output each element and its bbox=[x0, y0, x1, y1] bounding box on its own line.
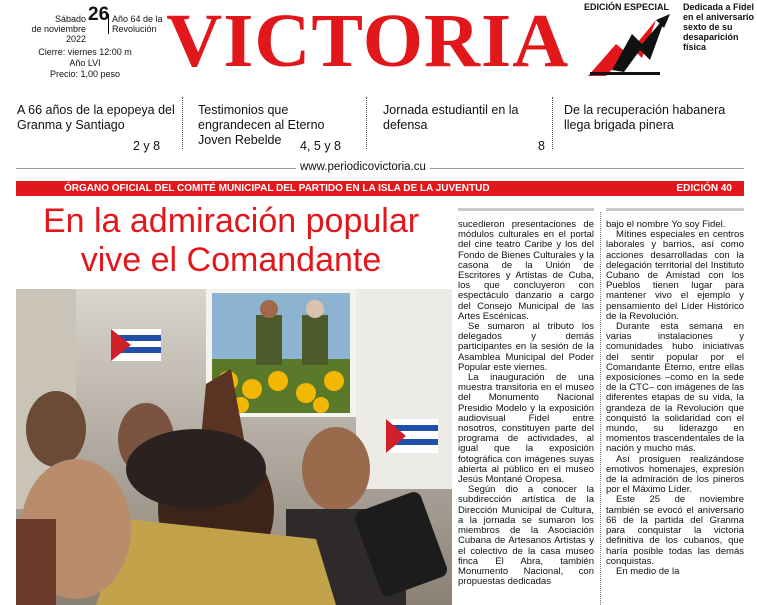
paragraph: La inauguración de una muestra transitoria en el museo del Monumento Nacional Presidio Modelo y la exposición audiovisual Fidel entre nosotros, constituyen parte del programa de actividades, al igual que la exposición fotográfica con imágenes suyas abierta al público en el museo Jesús Montané Oropesa. bbox=[458, 372, 594, 486]
special-edition-logo bbox=[586, 14, 671, 78]
website-link[interactable]: www.periodicovictoria.cu bbox=[296, 161, 430, 173]
teaser-granma[interactable] bbox=[17, 103, 187, 155]
cuban-flag bbox=[386, 419, 438, 453]
price: Precio: 1,00 peso bbox=[49, 69, 121, 79]
paragraph: Se sumaron al tributo los delegados y demás participantes en la sesión de la Asamblea Municipal del Poder Popular este viernes. bbox=[458, 321, 594, 373]
paragraph: sucedieron presentaciones de módulos culturales en el portal del cine teatro Caribe y los del Fondo de Bienes Culturales y la casona de la Unión de Escritores y Artistas de Cuba, los que concluyeron con espectáculo danzario a cargo del Consejo Municipal de las Artes Escénicas. bbox=[458, 219, 594, 322]
column-top-rule bbox=[606, 208, 744, 211]
month-year: de noviembre 2022 bbox=[31, 24, 86, 44]
teaser-pages: 8 bbox=[538, 139, 545, 153]
dedication-text: Dedicada a Fidel en el aniversario sexto de su desaparición física bbox=[683, 2, 755, 52]
organ-banner bbox=[16, 181, 744, 196]
teaser-jornada[interactable] bbox=[383, 103, 548, 155]
article-column-1 bbox=[458, 220, 594, 587]
issue-meta bbox=[30, 47, 140, 80]
divider bbox=[366, 97, 367, 149]
column-top-rule bbox=[458, 208, 594, 211]
paragraph: Durante esta semana en varias instalaciones y comunidades hubo iniciativas del sentir popular por el Comandante Eterno, entre ellas exposiciones –como en la sede de la CTC– con imágenes de las diferentes etapas de su vida, la grandeza de la Revolución que conquistó la solidaridad con el mundo, su liderazgo en momentos trascendentales de la nación y mucho más. bbox=[606, 321, 744, 455]
column-divider bbox=[600, 212, 601, 605]
banner-edition: EDICIÓN 40 bbox=[676, 183, 732, 194]
divider bbox=[552, 97, 553, 149]
teaser-text: Testimonios que engrandecen al Eterno Joven Rebelde bbox=[198, 103, 325, 147]
cuban-flag bbox=[111, 329, 161, 361]
paragraph: En medio de la bbox=[616, 565, 680, 577]
teaser-pages: 2 y 8 bbox=[133, 139, 161, 153]
banner-organ-text: ÓRGANO OFICIAL DEL COMITÉ MUNICIPAL DEL PARTIDO EN LA ISLA DE LA JUVENTUD bbox=[64, 183, 490, 194]
newspaper-title: VICTORIA bbox=[166, 0, 570, 83]
main-headline bbox=[16, 202, 446, 280]
paragraph: Según dio a conocer la subdirección artística de la Dirección Municipal de Cultura, a la jornada se sumaron los miembros de la Asociación Cubana de Artesanos Artistas y el colectivo de la casa museo finca El Abra, también Monumento Nacional, con propuestas dedicadas bbox=[458, 484, 594, 588]
closing-time: Cierre: viernes 12:00 m bbox=[38, 47, 132, 57]
teaser-pages: 4, 5 y 8 bbox=[300, 139, 341, 153]
teaser-testimonios[interactable] bbox=[198, 103, 348, 155]
day-of-week: Sábado bbox=[54, 14, 86, 24]
day-number: 26 bbox=[88, 4, 110, 25]
divider bbox=[182, 97, 183, 149]
special-edition-label: EDICIÓN ESPECIAL bbox=[584, 2, 670, 12]
headline-line-2: vive el Comandante bbox=[80, 241, 382, 279]
paragraph: Este 25 de noviembre también se evocó el aniversario 66 de la partida del Granma para conquistar la victoria definitiva de los cubanos, que haría posible todas las demás conquistas. bbox=[606, 494, 744, 567]
headline-line-1: En la admiración popular bbox=[42, 202, 420, 240]
teaser-text: De la recuperación habanera llega brigada pinera bbox=[564, 103, 726, 132]
teaser-text: Jornada estudiantil en la defensa bbox=[383, 103, 519, 132]
teaser-brigada[interactable] bbox=[564, 103, 749, 155]
crowd-photo bbox=[16, 289, 452, 605]
article-column-2 bbox=[606, 220, 744, 577]
paragraph: Mítines especiales en centros laborales y barrios, así como acciones desarrolladas con la delegación territorial del Instituto Cubano de Amistad con los Pueblos tienen lugar para mantener vivo el ejemplo y pensamiento del Líder Histórico de la Revolución. bbox=[606, 229, 744, 322]
issue-year: Año LVI bbox=[69, 58, 101, 68]
paragraph: Así prosiguen realizándose emotivos homenajes, expresión de la admiración de los pineros por el Máximo Líder. bbox=[606, 453, 744, 496]
year-label: Año 64 de la Revolución bbox=[108, 14, 172, 34]
teaser-text: A 66 años de la epopeya del Granma y Santiago bbox=[17, 103, 175, 132]
paragraph: bajo el nombre Yo soy Fidel. bbox=[606, 219, 726, 230]
